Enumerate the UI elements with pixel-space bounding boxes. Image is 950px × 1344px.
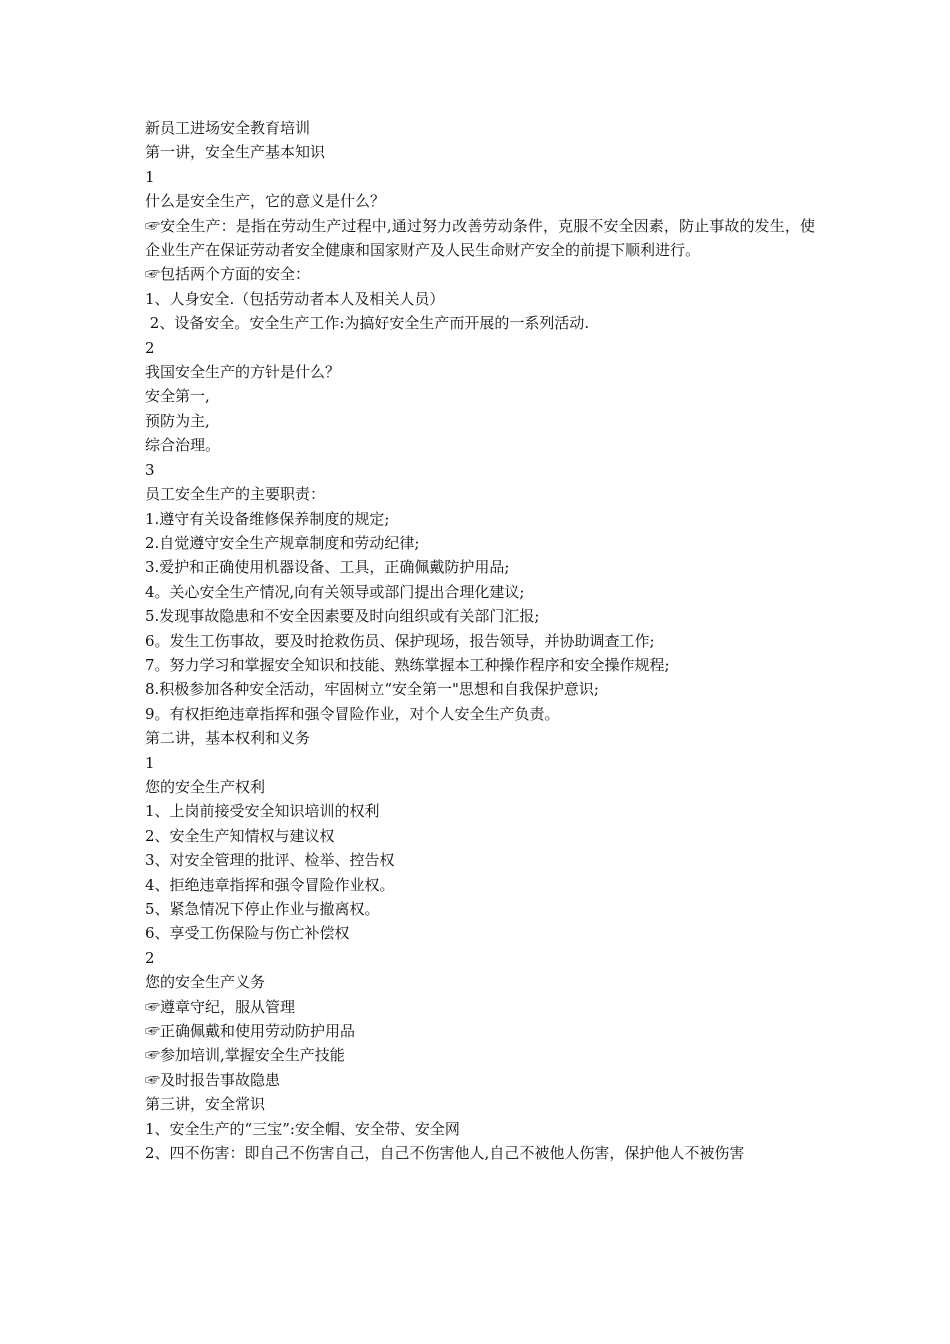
document-title: 新员工进场安全教育培训 [145,119,311,137]
section-heading-3: 第三讲，安全常识 [145,1095,266,1114]
bullet-line: ☞包括两个方面的安全： [145,265,311,284]
item-number: 2 [145,948,155,967]
question-heading: 我国安全生产的方针是什么？ [145,363,341,382]
paragraph-definition: ☞安全生产：是指在劳动生产过程中,通过努力改善劳动条件，克服不安全因素，防止事故的发生，使企业生产在保证劳动者安全健康和国家财产及人民生命财产安全的前提下顺利进行。 [145,216,815,260]
question-heading: 员工安全生产的主要职责： [145,485,326,504]
bullet-line: ☞遵章守纪，服从管理 [145,997,296,1016]
subheading: 您的安全生产权利 [145,777,266,796]
policy-line: 综合治理。 [145,436,221,455]
section-heading-2: 第二讲，基本权利和义务 [145,729,311,748]
list-item: 3、对安全管理的批评、检举、控告权 [145,851,395,870]
question-heading: 什么是安全生产，它的意义是什么？ [145,192,386,211]
list-item: 7。努力学习和掌握安全知识和技能、熟练掌握本工种操作程序和安全操作规程; [145,655,670,674]
list-item: 1、安全生产的“三宝”:安全帽、安全带、安全网 [145,1119,460,1138]
list-item: 5、紧急情况下停止作业与撤离权。 [145,900,380,918]
subheading: 您的安全生产义务 [145,973,266,992]
list-item: 2、设备安全。安全生产工作:为搞好安全生产而开展的一系列活动. [145,314,590,333]
item-number: 1 [145,753,155,772]
list-item: 1.遵守有关设备维修保养制度的规定; [145,509,390,528]
list-item: 6、享受工伤保险与伤亡补偿权 [145,924,350,943]
section-heading-1: 第一讲，安全生产基本知识 [145,143,326,162]
list-item: 9。有权拒绝违章指挥和强令冒险作业，对个人安全生产负责。 [145,704,560,723]
list-item: 2.自觉遵守安全生产规章制度和劳动纪律; [145,533,420,552]
list-item: 1、上岗前接受安全知识培训的权利 [145,802,380,821]
bullet-line: ☞及时报告事故隐患 [145,1070,281,1089]
list-item: 1、人身安全.（包括劳动者本人及相关人员） [145,289,445,308]
list-item: 2、四不伤害：即自己不伤害自己，自己不伤害他人,自己不被他人伤害，保护他人不被伤害 [145,1144,745,1163]
document-body [145,116,815,1165]
item-number: 3 [145,460,155,479]
list-item: 8.积极参加各种安全活动，牢固树立“安全第一"思想和自我保护意识; [145,680,599,699]
policy-line: 安全第一, [145,387,210,406]
item-number: 2 [145,338,155,357]
policy-line: 预防为主, [145,411,210,430]
list-item: 3.爱护和正确使用机器设备、工具，正确佩戴防护用品; [145,558,510,577]
list-item: 6。发生工伤事故，要及时抢救伤员、保护现场，报告领导，并协助调查工作; [145,631,655,650]
bullet-line: ☞参加培训,掌握安全生产技能 [145,1046,345,1065]
bullet-line: ☞正确佩戴和使用劳动防护用品 [145,1022,356,1041]
list-item: 4。关心安全生产情况,向有关领导或部门提出合理化建议; [145,582,525,601]
list-item: 2、安全生产知情权与建议权 [145,826,335,845]
item-number: 1 [145,167,155,186]
list-item: 4、拒绝违章指挥和强令冒险作业权。 [145,875,395,894]
list-item: 5.发现事故隐患和不安全因素要及时向组织或有关部门汇报; [145,607,540,626]
